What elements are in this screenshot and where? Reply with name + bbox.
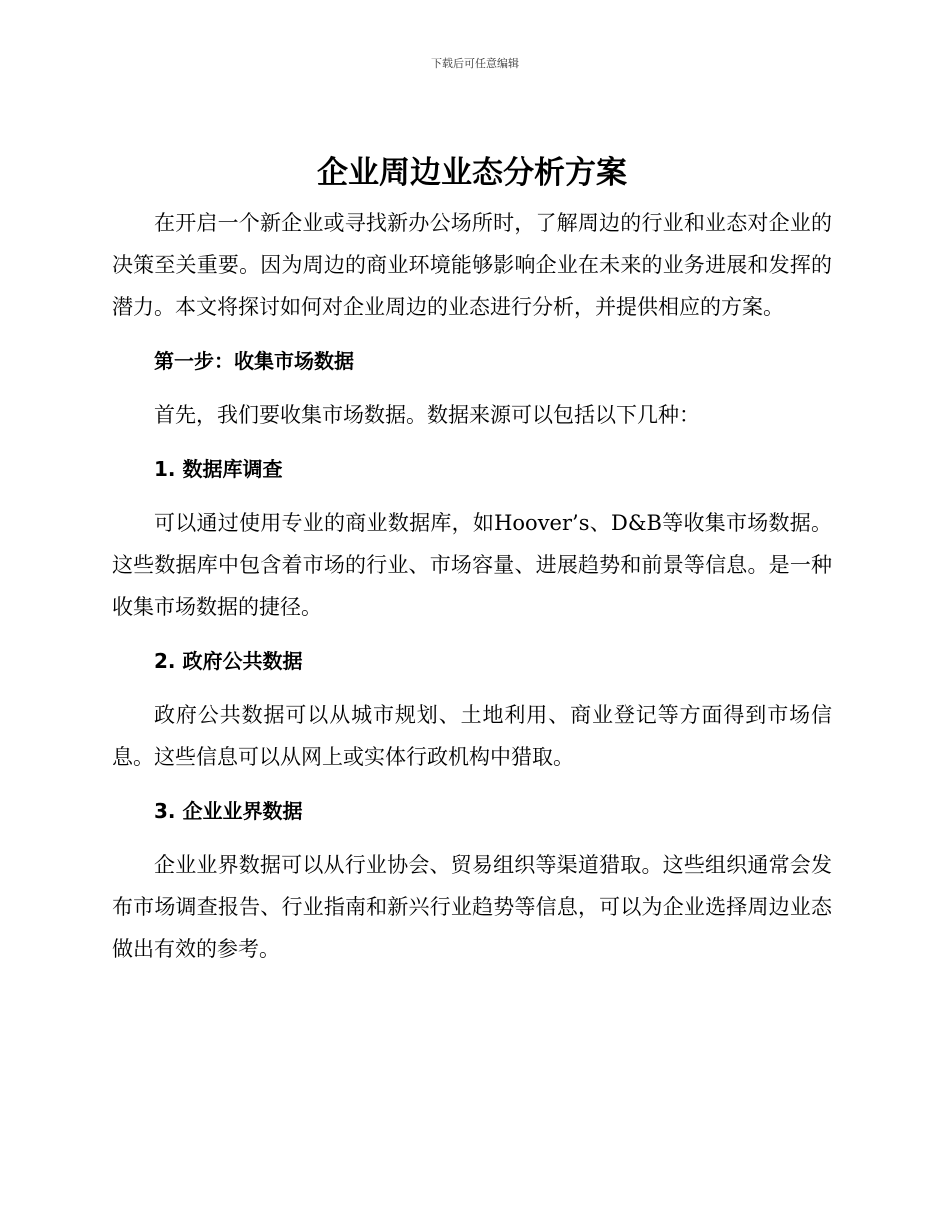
spacer xyxy=(112,778,832,790)
spacer xyxy=(112,490,832,502)
spacer xyxy=(112,328,832,340)
item1-paragraph: 可以通过使用专业的商业数据库，如Hoover’s、D&B等收集市场数据。这些数据库中包含着市场的行业、市场容量、进展趋势和前景等信息。是一种收集市场数据的捷径。 xyxy=(112,511,832,619)
document-title: 企业周边业态分析方案 xyxy=(317,155,627,191)
page-header-note: 下载后可任意编辑 xyxy=(431,57,519,70)
spacer xyxy=(112,628,832,640)
item2-paragraph: 政府公共数据可以从城市规划、土地利用、商业登记等方面得到市场信息。这些信息可以从网上或实体行政机构中猎取。 xyxy=(112,703,832,769)
spacer xyxy=(112,436,832,448)
item3-heading: 3. 企业业界数据 xyxy=(154,799,303,823)
spacer xyxy=(112,382,832,394)
item2-heading: 2. 政府公共数据 xyxy=(154,649,303,673)
item3-paragraph: 企业业界数据可以从行业协会、贸易组织等渠道猎取。这些组织通常会发布市场调查报告、行业指南和新兴行业趋势等信息，可以为企业选择周边业态做出有效的参考。 xyxy=(112,853,832,961)
item1-heading: 1. 数据库调查 xyxy=(154,457,283,481)
step1-lead-paragraph: 首先，我们要收集市场数据。数据来源可以包括以下几种： xyxy=(154,403,700,427)
step1-heading: 第一步：收集市场数据 xyxy=(154,349,354,373)
spacer xyxy=(112,682,832,694)
spacer xyxy=(112,832,832,844)
intro-paragraph: 在开启一个新企业或寻找新办公场所时，了解周边的行业和业态对企业的决策至关重要。因为周边的商业环境能够影响企业在未来的业务进展和发挥的潜力。本文将探讨如何对企业周边的业态进行分析，并提供相应的方案。 xyxy=(112,211,832,319)
document-body xyxy=(112,150,832,970)
